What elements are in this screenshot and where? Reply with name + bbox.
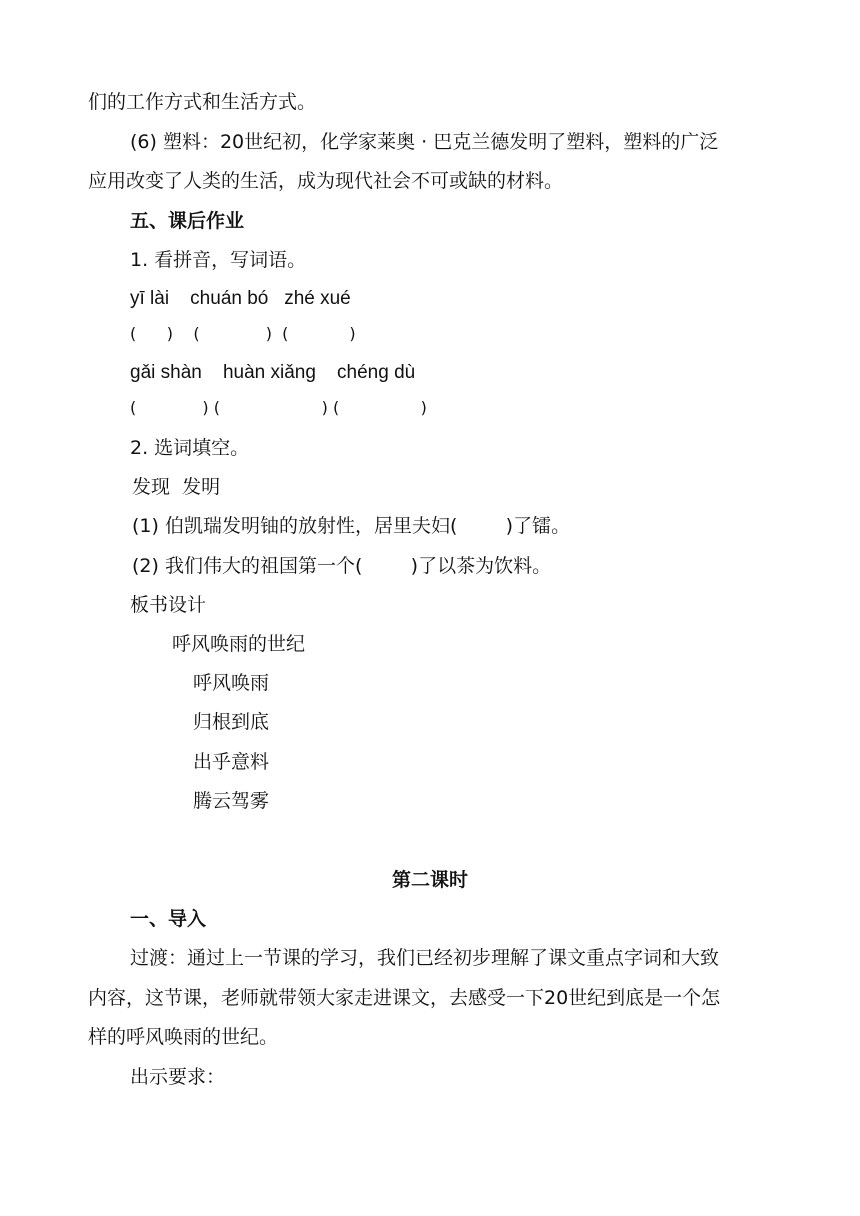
text-line: 过渡：通过上一节课的学习，我们已经初步理解了课文重点字词和大致 — [130, 947, 720, 969]
text-line: 应用改变了人类的生活，成为现代社会不可或缺的材料。 — [88, 170, 564, 192]
question-item: (1) 伯凯瑞发明铀的放射性，居里夫妇( )了镭。 — [132, 515, 571, 537]
text-line: (6) 塑料：20世纪初，化学家莱奥 · 巴克兰德发明了塑料，塑料的广泛 — [130, 131, 719, 153]
pinyin-row: yī lài chuán bó zhé xué — [130, 288, 351, 309]
answer-blanks: ( ) ( ) ( ) — [130, 398, 427, 417]
question-title: 1. 看拼音，写词语。 — [130, 249, 307, 271]
text-line: 们的工作方式和生活方式。 — [88, 91, 317, 113]
board-main-title: 呼风唤雨的世纪 — [172, 633, 306, 655]
board-item: 出乎意料 — [193, 751, 270, 773]
board-item: 呼风唤雨 — [193, 672, 270, 694]
section-heading: 五、课后作业 — [130, 210, 245, 232]
question-item: (2) 我们伟大的祖国第一个( )了以茶为饮料。 — [132, 555, 552, 577]
board-design-title: 板书设计 — [130, 594, 207, 616]
pinyin-row: gǎi shàn huàn xiǎng chéng dù — [130, 362, 416, 383]
text-line: 内容，这节课，老师就带领大家走进课文，去感受一下20世纪到底是一个怎 — [88, 987, 721, 1009]
question-title: 2. 选词填空。 — [130, 437, 250, 459]
answer-blanks: ( ) ( ) ( ) — [130, 324, 356, 343]
board-item: 归根到底 — [193, 711, 270, 733]
board-item: 腾云驾雾 — [193, 790, 270, 812]
section-heading: 一、导入 — [130, 908, 207, 930]
text-line: 样的呼风唤雨的世纪。 — [88, 1026, 279, 1048]
word-choices: 发现 发明 — [132, 476, 221, 498]
requirement-label: 出示要求： — [130, 1066, 226, 1088]
lesson-title: 第二课时 — [391, 869, 468, 891]
